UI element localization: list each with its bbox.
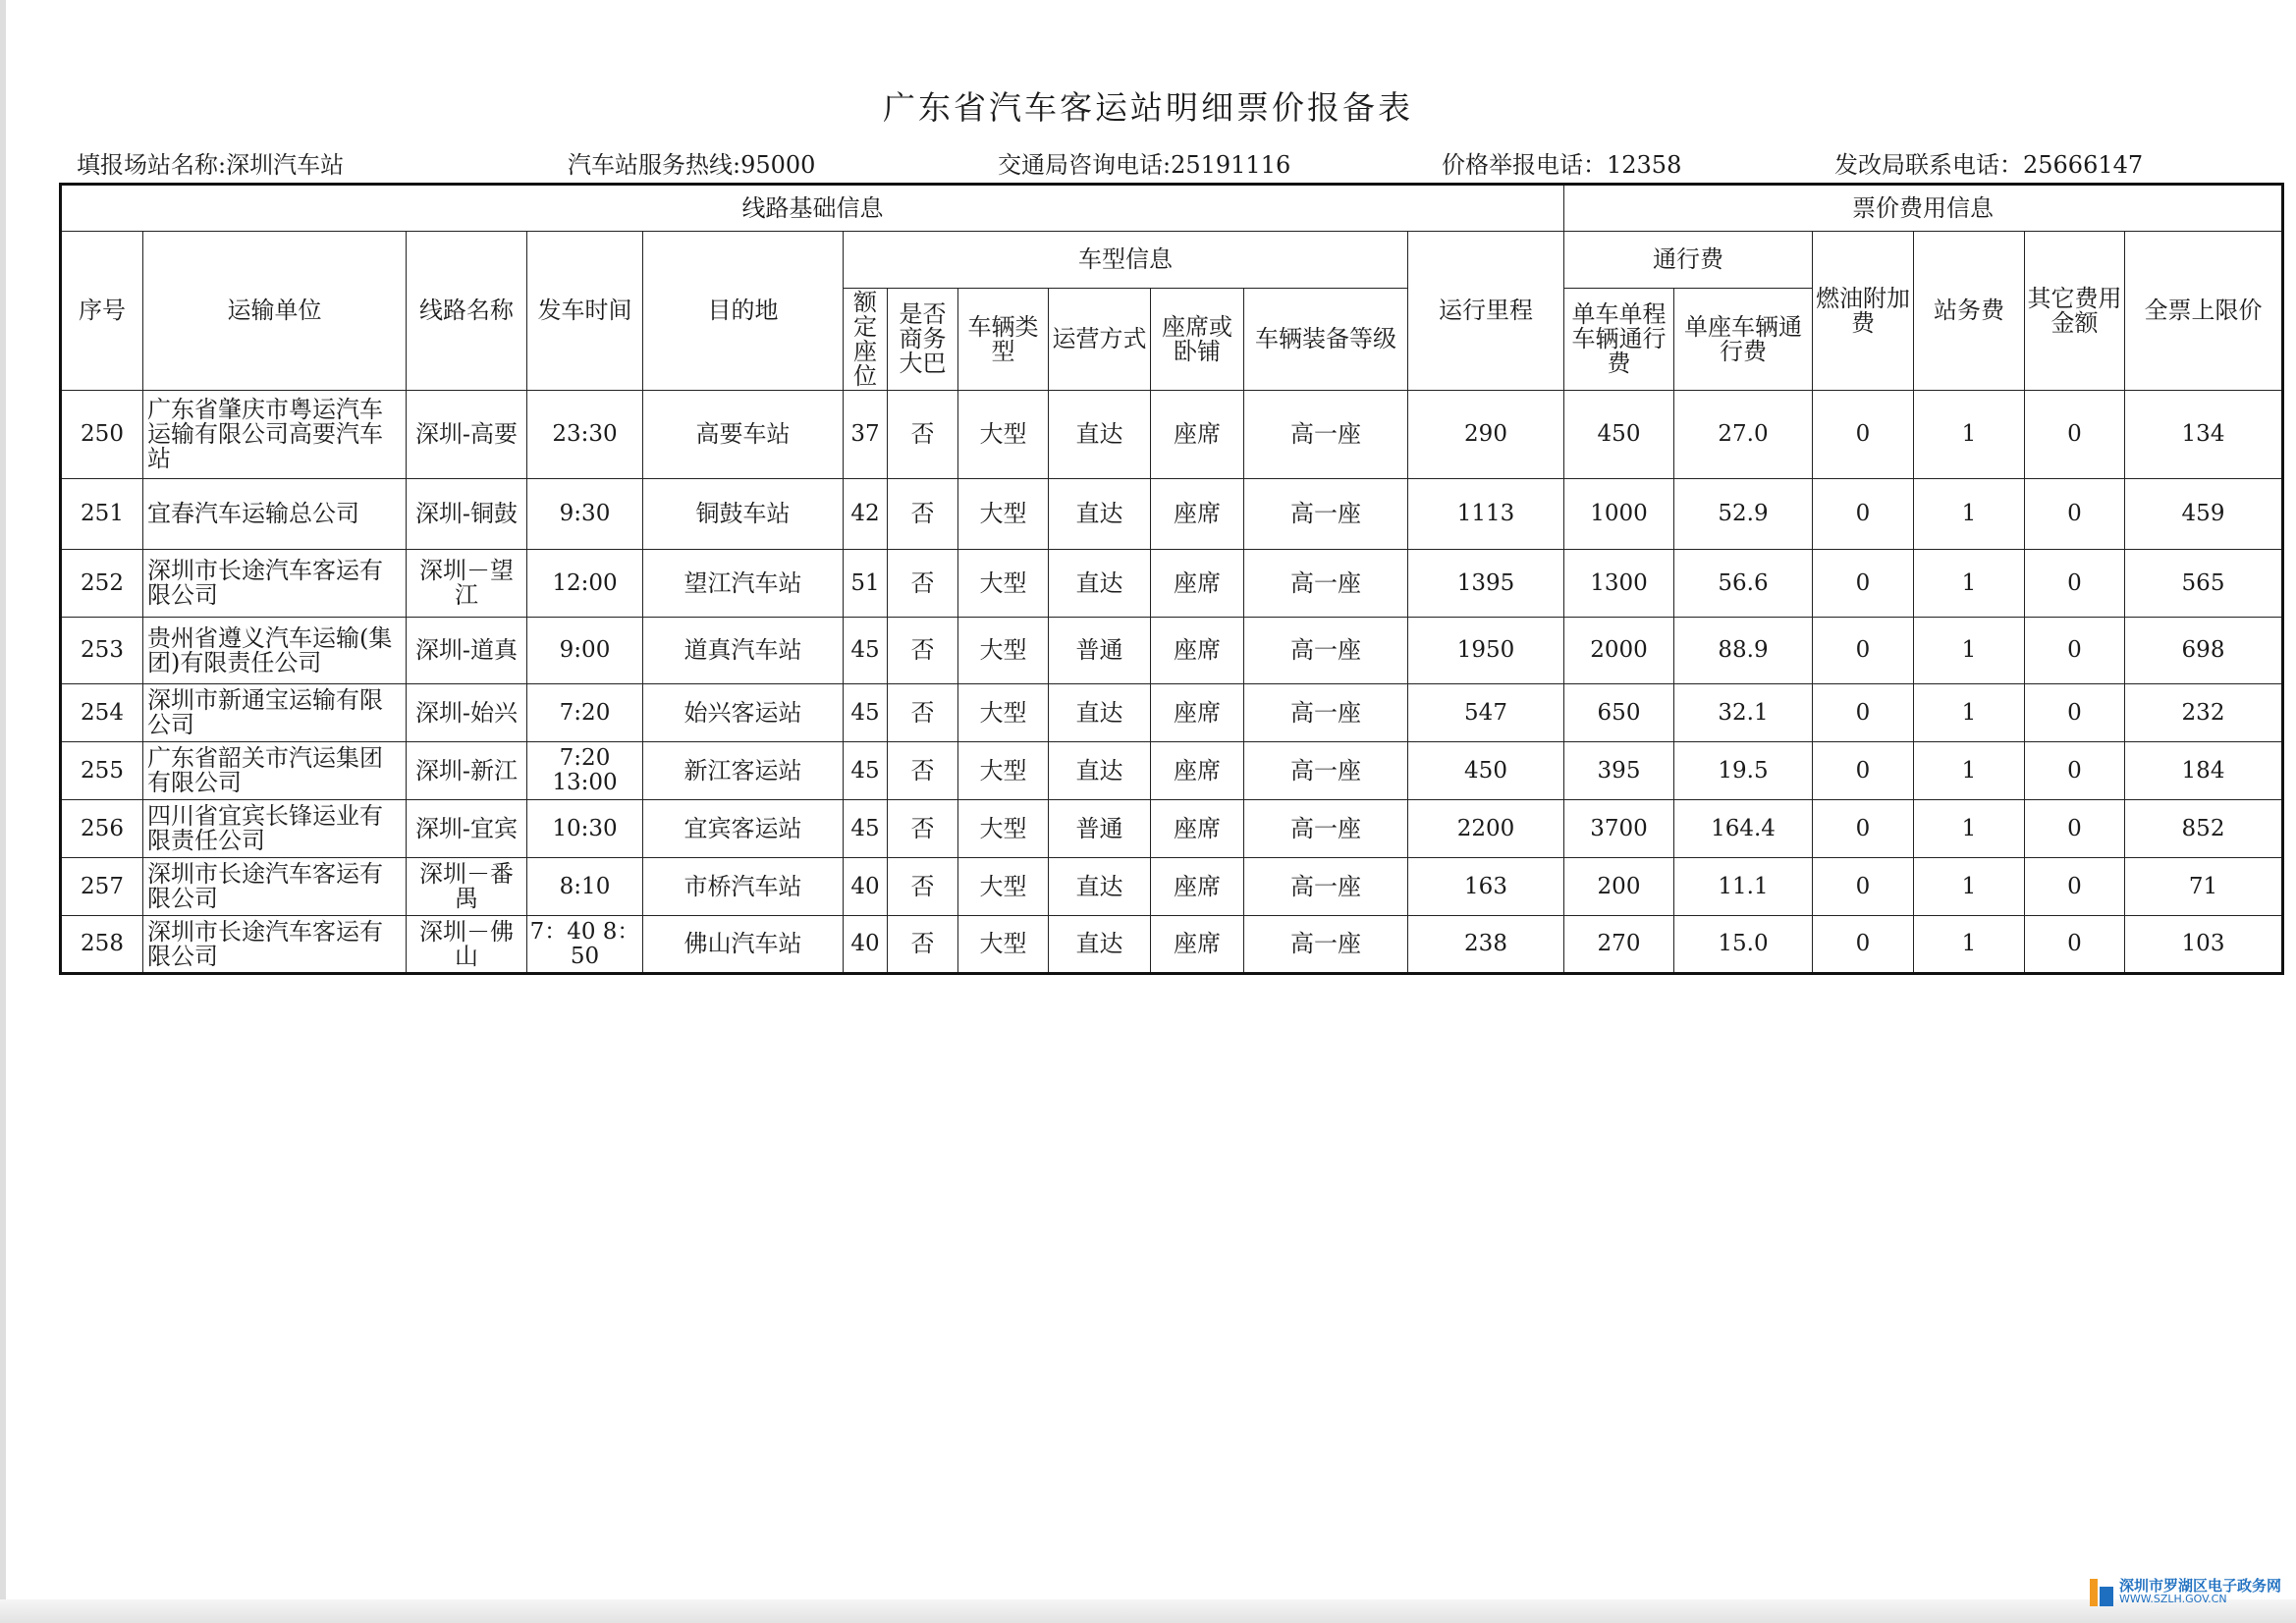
cell-toll-per-trip: 1300 [1564,550,1674,618]
header-business: 是否商务大巴 [888,289,958,391]
cell-carrier: 广东省韶关市汽运集团有限公司 [143,742,407,800]
cell-toll-per-seat: 52.9 [1674,479,1813,550]
cell-operation: 直达 [1049,684,1151,742]
site-logo-icon [2090,1579,2113,1606]
cell-departure: 7:20 [527,684,643,742]
cell-seq: 252 [61,550,143,618]
cell-operation: 直达 [1049,916,1151,974]
cell-seats: 45 [844,800,888,858]
cell-seat-berth: 座席 [1151,684,1244,742]
cell-destination: 市桥汽车站 [643,858,844,916]
cell-full-price: 103 [2125,916,2283,974]
cell-toll-per-trip: 200 [1564,858,1674,916]
cell-vehicle-type: 大型 [958,742,1049,800]
cell-route: 深圳-宜宾 [407,800,527,858]
cell-station-fee: 1 [1914,391,2025,479]
table-row [61,618,2283,684]
header-equipment: 车辆装备等级 [1244,289,1408,391]
header-route: 线路名称 [407,232,527,391]
header-toll-per-seat: 单座车辆通行费 [1674,289,1813,391]
cell-mileage: 1395 [1408,550,1564,618]
cell-equipment: 高一座 [1244,916,1408,974]
cell-toll-per-trip: 270 [1564,916,1674,974]
cell-departure: 9:00 [527,618,643,684]
table-row [61,479,2283,550]
header-station-fee: 站务费 [1914,232,2025,391]
cell-carrier: 贵州省遵义汽车运输(集团)有限责任公司 [143,618,407,684]
cell-toll-per-seat: 15.0 [1674,916,1813,974]
cell-equipment: 高一座 [1244,618,1408,684]
cell-route: 深圳-铜鼓 [407,479,527,550]
cell-destination: 佛山汽车站 [643,916,844,974]
cell-route: 深圳－番禺 [407,858,527,916]
cell-operation: 普通 [1049,618,1151,684]
cell-destination: 道真汽车站 [643,618,844,684]
cell-full-price: 134 [2125,391,2283,479]
cell-business: 否 [888,858,958,916]
station-hotline: 汽车站服务热线:95000 [568,151,816,179]
cell-mileage: 163 [1408,858,1564,916]
cell-seats: 42 [844,479,888,550]
cell-fuel: 0 [1813,742,1914,800]
cell-equipment: 高一座 [1244,800,1408,858]
cell-operation: 直达 [1049,550,1151,618]
cell-mileage: 2200 [1408,800,1564,858]
group-route-basic: 线路基础信息 [61,185,1564,232]
cell-toll-per-seat: 11.1 [1674,858,1813,916]
cell-operation: 普通 [1049,800,1151,858]
cell-vehicle-type: 大型 [958,391,1049,479]
cell-fuel: 0 [1813,800,1914,858]
cell-toll-per-seat: 164.4 [1674,800,1813,858]
cell-carrier: 深圳市长途汽车客运有限公司 [143,916,407,974]
cell-equipment: 高一座 [1244,742,1408,800]
cell-business: 否 [888,684,958,742]
cell-vehicle-type: 大型 [958,858,1049,916]
cell-toll-per-trip: 395 [1564,742,1674,800]
cell-seats: 45 [844,742,888,800]
cell-departure: 7:20 13:00 [527,742,643,800]
group-vehicle-info: 车型信息 [844,232,1408,289]
cell-vehicle-type: 大型 [958,800,1049,858]
station-name: 填报场站名称:深圳汽车站 [77,151,345,179]
cell-seats: 51 [844,550,888,618]
cell-seq: 257 [61,858,143,916]
cell-business: 否 [888,550,958,618]
cell-business: 否 [888,916,958,974]
table-row [61,742,2283,800]
cell-fuel: 0 [1813,684,1914,742]
cell-carrier: 宜春汽车运输总公司 [143,479,407,550]
cell-destination: 望江汽车站 [643,550,844,618]
cell-destination: 高要车站 [643,391,844,479]
cell-vehicle-type: 大型 [958,618,1049,684]
cell-seat-berth: 座席 [1151,742,1244,800]
cell-route: 深圳-新江 [407,742,527,800]
transport-bureau-phone: 交通局咨询电话:25191116 [998,151,1291,179]
table-row [61,391,2283,479]
cell-seats: 40 [844,858,888,916]
cell-other: 0 [2025,391,2125,479]
cell-departure: 10:30 [527,800,643,858]
cell-other: 0 [2025,742,2125,800]
cell-toll-per-trip: 3700 [1564,800,1674,858]
cell-mileage: 450 [1408,742,1564,800]
cell-seat-berth: 座席 [1151,916,1244,974]
cell-toll-per-seat: 27.0 [1674,391,1813,479]
table-row [61,858,2283,916]
cell-vehicle-type: 大型 [958,479,1049,550]
header-carrier: 运输单位 [143,232,407,391]
cell-seats: 45 [844,618,888,684]
table-row [61,916,2283,974]
cell-destination: 宜宾客运站 [643,800,844,858]
cell-toll-per-trip: 1000 [1564,479,1674,550]
cell-seat-berth: 座席 [1151,858,1244,916]
cell-operation: 直达 [1049,858,1151,916]
cell-operation: 直达 [1049,742,1151,800]
cell-business: 否 [888,479,958,550]
cell-seq: 250 [61,391,143,479]
cell-carrier: 深圳市新通宝运输有限公司 [143,684,407,742]
cell-departure: 8:10 [527,858,643,916]
cell-full-price: 459 [2125,479,2283,550]
cell-toll-per-seat: 19.5 [1674,742,1813,800]
document-title: 广东省汽车客运站明细票价报备表 [883,88,1413,127]
header-operation: 运营方式 [1049,289,1151,391]
table-row [61,550,2283,618]
cell-station-fee: 1 [1914,742,2025,800]
cell-vehicle-type: 大型 [958,684,1049,742]
cell-seat-berth: 座席 [1151,391,1244,479]
cell-other: 0 [2025,800,2125,858]
cell-carrier: 四川省宜宾长锋运业有限责任公司 [143,800,407,858]
cell-fuel: 0 [1813,618,1914,684]
cell-departure: 9:30 [527,479,643,550]
cell-seat-berth: 座席 [1151,800,1244,858]
cell-other: 0 [2025,479,2125,550]
cell-route: 深圳－望江 [407,550,527,618]
cell-route: 深圳-道真 [407,618,527,684]
cell-carrier: 深圳市长途汽车客运有限公司 [143,858,407,916]
cell-seq: 251 [61,479,143,550]
cell-seat-berth: 座席 [1151,550,1244,618]
cell-departure: 7：40 8：50 [527,916,643,974]
cell-toll-per-seat: 56.6 [1674,550,1813,618]
cell-route: 深圳-高要 [407,391,527,479]
header-departure: 发车时间 [527,232,643,391]
cell-full-price: 184 [2125,742,2283,800]
fare-table [59,183,2284,975]
cell-other: 0 [2025,550,2125,618]
cell-equipment: 高一座 [1244,550,1408,618]
cell-station-fee: 1 [1914,858,2025,916]
cell-seq: 253 [61,618,143,684]
table-body [61,391,2283,974]
cell-full-price: 232 [2125,684,2283,742]
cell-equipment: 高一座 [1244,858,1408,916]
scan-edge [0,0,6,1623]
cell-route: 深圳－佛山 [407,916,527,974]
cell-full-price: 71 [2125,858,2283,916]
cell-fuel: 0 [1813,479,1914,550]
watermark [2090,1579,2281,1606]
watermark-url: WWW.SZLH.GOV.CN [2119,1593,2227,1605]
header-toll-per-trip: 单车单程车辆通行费 [1564,289,1674,391]
cell-fuel: 0 [1813,391,1914,479]
cell-mileage: 1113 [1408,479,1564,550]
cell-seq: 256 [61,800,143,858]
cell-seq: 258 [61,916,143,974]
cell-equipment: 高一座 [1244,479,1408,550]
cell-mileage: 1950 [1408,618,1564,684]
cell-mileage: 238 [1408,916,1564,974]
header-seq: 序号 [61,232,143,391]
cell-toll-per-trip: 2000 [1564,618,1674,684]
cell-route: 深圳-始兴 [407,684,527,742]
cell-fuel: 0 [1813,858,1914,916]
header-other: 其它费用金额 [2025,232,2125,391]
cell-station-fee: 1 [1914,916,2025,974]
cell-destination: 始兴客运站 [643,684,844,742]
cell-operation: 直达 [1049,479,1151,550]
cell-seats: 37 [844,391,888,479]
cell-fuel: 0 [1813,916,1914,974]
scan-edge-bottom [0,1599,2296,1623]
cell-carrier: 广东省肇庆市粤运汽车运输有限公司高要汽车站 [143,391,407,479]
header-fuel: 燃油附加费 [1813,232,1914,391]
cell-mileage: 290 [1408,391,1564,479]
header-full-price: 全票上限价 [2125,232,2283,391]
cell-seq: 254 [61,684,143,742]
reform-bureau-phone: 发改局联系电话：25666147 [1834,151,2144,179]
cell-vehicle-type: 大型 [958,550,1049,618]
cell-seat-berth: 座席 [1151,618,1244,684]
cell-seq: 255 [61,742,143,800]
price-report-phone: 价格举报电话：12358 [1442,151,1682,179]
header-destination: 目的地 [643,232,844,391]
cell-station-fee: 1 [1914,800,2025,858]
cell-station-fee: 1 [1914,479,2025,550]
cell-other: 0 [2025,916,2125,974]
cell-destination: 新江客运站 [643,742,844,800]
cell-full-price: 698 [2125,618,2283,684]
header-seat-berth: 座席或卧铺 [1151,289,1244,391]
header-mileage: 运行里程 [1408,232,1564,391]
table-row [61,800,2283,858]
cell-operation: 直达 [1049,391,1151,479]
cell-full-price: 565 [2125,550,2283,618]
cell-other: 0 [2025,684,2125,742]
cell-station-fee: 1 [1914,550,2025,618]
cell-seat-berth: 座席 [1151,479,1244,550]
header-vehicle-type: 车辆类型 [958,289,1049,391]
cell-seats: 40 [844,916,888,974]
cell-station-fee: 1 [1914,618,2025,684]
cell-toll-per-trip: 650 [1564,684,1674,742]
cell-equipment: 高一座 [1244,391,1408,479]
cell-toll-per-seat: 88.9 [1674,618,1813,684]
cell-destination: 铜鼓车站 [643,479,844,550]
cell-departure: 12:00 [527,550,643,618]
cell-mileage: 547 [1408,684,1564,742]
cell-seats: 45 [844,684,888,742]
cell-equipment: 高一座 [1244,684,1408,742]
cell-full-price: 852 [2125,800,2283,858]
cell-other: 0 [2025,858,2125,916]
cell-business: 否 [888,391,958,479]
group-toll: 通行费 [1564,232,1813,289]
table-row [61,684,2283,742]
header-seats: 额定座位 [844,289,888,391]
cell-vehicle-type: 大型 [958,916,1049,974]
cell-business: 否 [888,618,958,684]
cell-toll-per-seat: 32.1 [1674,684,1813,742]
cell-toll-per-trip: 450 [1564,391,1674,479]
cell-station-fee: 1 [1914,684,2025,742]
cell-business: 否 [888,800,958,858]
cell-fuel: 0 [1813,550,1914,618]
cell-business: 否 [888,742,958,800]
cell-departure: 23:30 [527,391,643,479]
cell-other: 0 [2025,618,2125,684]
cell-carrier: 深圳市长途汽车客运有限公司 [143,550,407,618]
watermark-name: 深圳市罗湖区电子政务网 [2119,1577,2282,1595]
group-fare-info: 票价费用信息 [1564,185,2283,232]
